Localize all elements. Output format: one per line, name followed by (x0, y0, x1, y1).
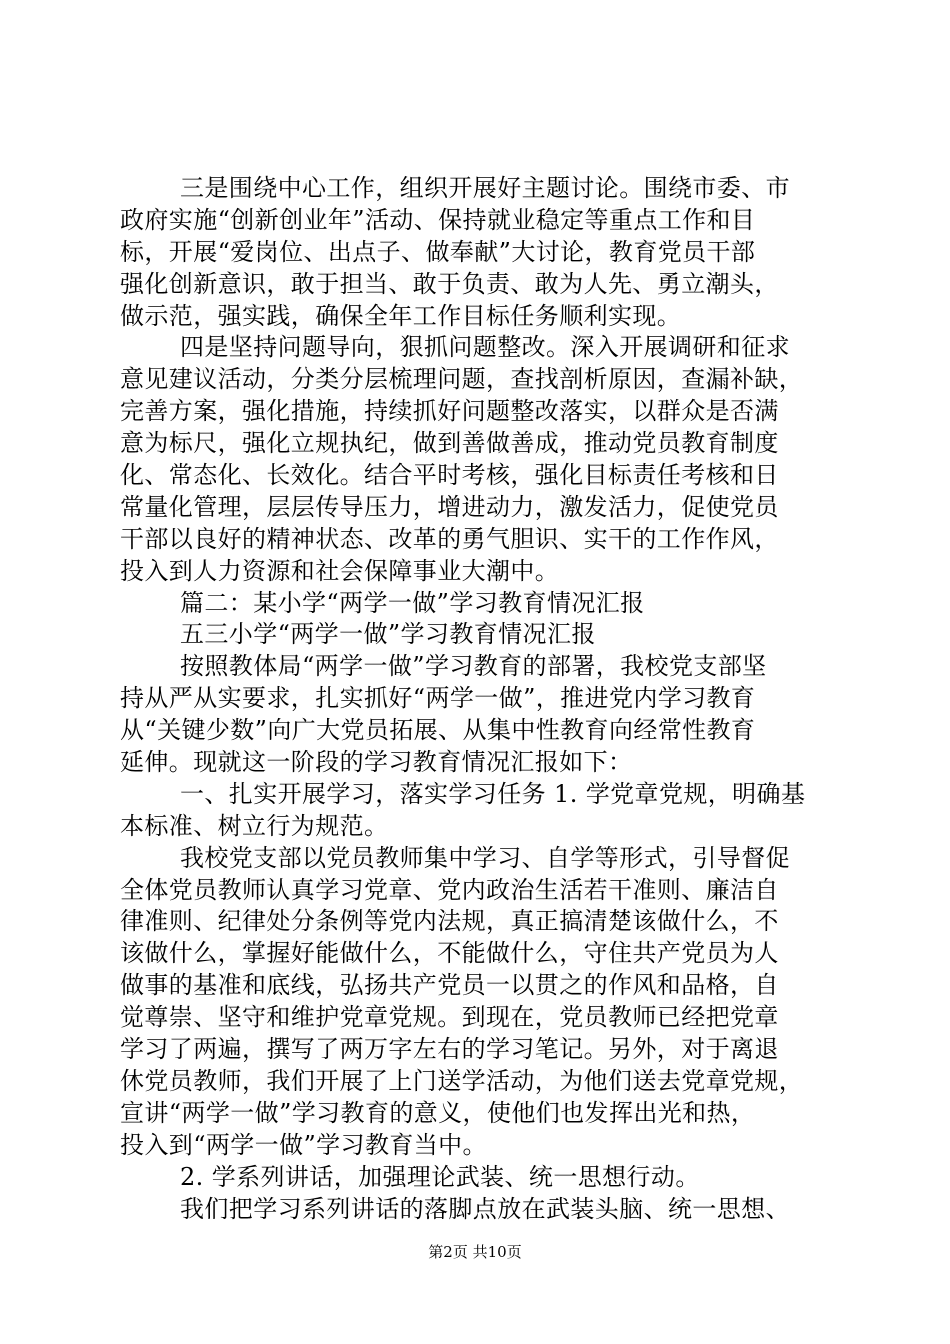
text-line: 强化创新意识，敢于担当、敢于负责、敢为人先、勇立潮头， (120, 269, 779, 298)
text-line: 我们把学习系列讲话的落脚点放在武装头脑、统一思想、 (180, 1194, 790, 1223)
text-line: 本标准、树立行为规范。 (120, 811, 389, 840)
text-line: 四是坚持问题导向，狠抓问题整改。深入开展调研和征求 (180, 333, 790, 362)
text-line: 延伸。现就这一阶段的学习教育情况汇报如下： (120, 748, 633, 777)
text-line: 做示范，强实践，确保全年工作目标任务顺利实现。 (120, 301, 682, 330)
text-line: 全体党员教师认真学习党章、党内政治生活若干准则、廉洁自 (120, 875, 779, 904)
text-line: 从“关键少数”向广大党员拓展、从集中性教育向经常性教育 (120, 716, 756, 745)
text-line: 我校党支部以党员教师集中学习、自学等形式，引导督促 (180, 843, 790, 872)
text-line: 政府实施“创新创业年”活动、保持就业稳定等重点工作和目 (120, 205, 756, 234)
text-line: 2. 学系列讲话，加强理论武装、统一思想行动。 (180, 1162, 700, 1191)
text-line: 学习了两遍，撰写了两万字左右的学习笔记。另外，对于离退 (120, 1035, 779, 1064)
text-line: 化、常态化、长效化。结合平时考核，强化目标责任考核和日 (120, 461, 779, 490)
document-body (120, 173, 830, 1225)
text-line: 完善方案，强化措施，持续抓好问题整改落实，以群众是否满 (120, 397, 779, 426)
text-line: 干部以良好的精神状态、改革的勇气胆识、实干的工作作风， (120, 524, 779, 553)
section-heading: 篇二：某小学“两学一做”学习教育情况汇报 (180, 588, 645, 617)
text-line: 投入到人力资源和社会保障事业大潮中。 (120, 556, 560, 585)
text-line: 律准则、纪律处分条例等党内法规，真正搞清楚该做什么，不 (120, 907, 779, 936)
text-line: 该做什么，掌握好能做什么，不能做什么，守住共产党员为人 (120, 939, 779, 968)
text-line: 宣讲“两学一做”学习教育的意义，使他们也发挥出光和热， (120, 1098, 756, 1127)
text-line: 一、扎实开展学习，落实学习任务 1. 学党章党规，明确基 (180, 779, 806, 808)
text-line: 休党员教师，我们开展了上门送学活动，为他们送去党章党规， (120, 1066, 804, 1095)
text-line: 做事的基准和底线，弘扬共产党员一以贯之的作风和品格，自 (120, 971, 779, 1000)
text-line: 常量化管理，层层传导压力，增进动力，激发活力，促使党员 (120, 492, 779, 521)
text-line: 意为标尺，强化立规执纪，做到善做善成，推动党员教育制度 (120, 429, 779, 458)
text-line: 标，开展“爱岗位、出点子、做奉献”大讨论，教育党员干部 (120, 237, 756, 266)
page-footer (0, 1241, 950, 1262)
report-title: 五三小学“两学一做”学习教育情况汇报 (180, 620, 596, 649)
text-line: 按照教体局“两学一做”学习教育的部署，我校党支部坚 (180, 652, 767, 681)
text-line: 持从严从实要求，扎实抓好“两学一做”，推进党内学习教育 (120, 684, 756, 713)
text-line: 觉尊崇、坚守和维护党章党规。到现在，党员教师已经把党章 (120, 1003, 779, 1032)
text-line: 意见建议活动，分类分层梳理问题，查找剖析原因，查漏补缺， (120, 365, 804, 394)
page-number-label: 第2页 共10页 (428, 1243, 522, 1261)
text-line: 三是围绕中心工作，组织开展好主题讨论。围绕市委、市 (180, 174, 790, 202)
text-line: 投入到“两学一做”学习教育当中。 (120, 1130, 487, 1159)
